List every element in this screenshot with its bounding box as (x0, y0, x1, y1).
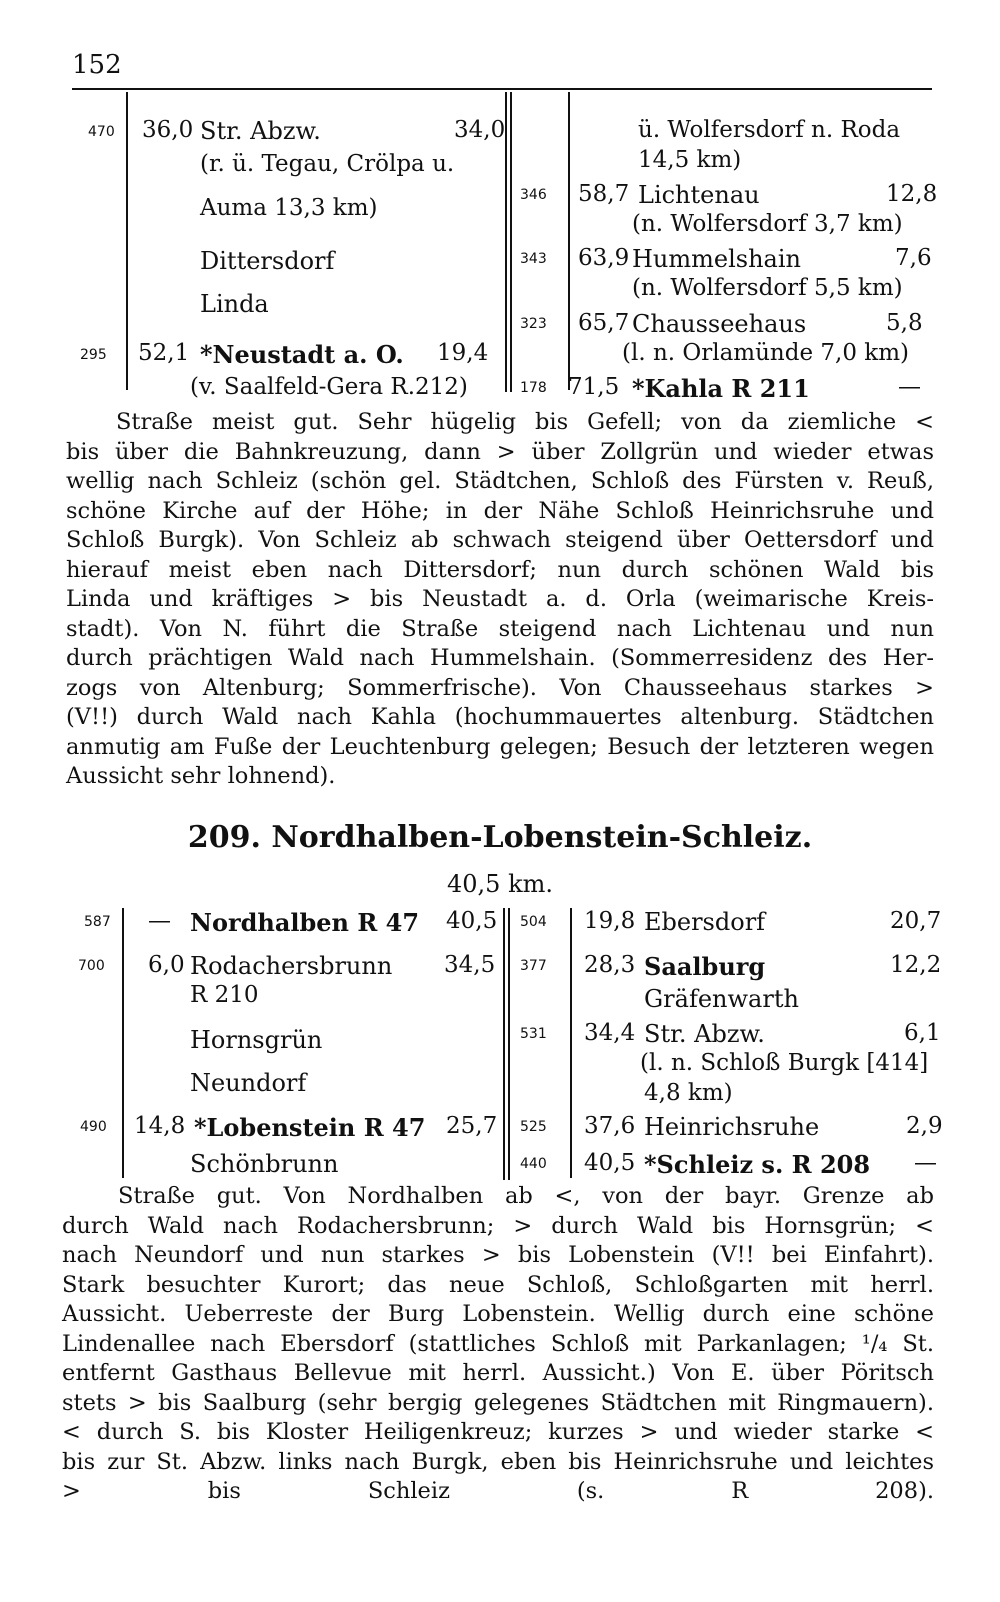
km-from-start: 58,7 (578, 181, 630, 207)
page-number: 152 (72, 50, 122, 80)
place-name: Neundorf (190, 1069, 307, 1097)
km-remaining: 40,5 (446, 908, 498, 934)
km-from-start: 6,0 (148, 952, 185, 978)
km-from-start: 36,0 (142, 117, 194, 143)
altitude: 377 (520, 958, 547, 974)
route-description (66, 408, 934, 792)
text-line: stadt). Von N. führt die Straße steigend nach Lichtenau und nun (66, 615, 934, 642)
km-from-start: 34,4 (584, 1020, 636, 1046)
altitude: 504 (520, 914, 547, 930)
place-name: Chausseehaus (632, 310, 807, 338)
place-name: Dittersdorf (200, 247, 335, 275)
text-line: Schloß Burgk). Von Schleiz ab schwach steigend über Oettersdorf und (66, 527, 934, 553)
km-remaining: 5,8 (886, 310, 923, 336)
place-note: (r. ü. Tegau, Crölpa u. (200, 151, 455, 177)
text-line: Aussicht. Ueberreste der Burg Lobenstein. Wellig durch eine schöne (62, 1301, 934, 1327)
text-line: Lindenallee nach Ebersdorf (stattliches Schloß mit Parkanlagen; ¹/₄ St. (62, 1330, 934, 1357)
altitude: 525 (520, 1119, 547, 1135)
km-remaining: 25,7 (446, 1113, 498, 1139)
column-rule (510, 92, 512, 392)
text-line: Linda und kräftiges > bis Neustadt a. d. Orla (weimarische Kreis- (66, 586, 934, 612)
altitude: 470 (88, 124, 115, 140)
place-note: (l. n. Schloß Burgk [414] (640, 1050, 929, 1076)
place-name: Lichtenau (638, 181, 760, 209)
text-line: nach Neundorf und nun starkes > bis Lobenstein (V!! bei Einfahrt). (62, 1242, 934, 1268)
place-name: Schönbrunn (190, 1150, 339, 1178)
text-line: Aussicht sehr lohnend). (66, 763, 336, 789)
km-remaining: 34,0 (454, 117, 506, 143)
altitude: 295 (80, 347, 107, 363)
km-remaining: — (914, 1150, 937, 1176)
altitude: 440 (520, 1156, 547, 1172)
text-line: bis zur St. Abzw. links nach Burgk, eben bis Heinrichsruhe und leichtes (62, 1448, 934, 1475)
text-line: wellig nach Schleiz (schön gel. Städtchen, Schloß des Fürsten v. Reuß, (66, 468, 934, 494)
place-name: *Kahla R 211 (632, 374, 810, 403)
km-from-start: 71,5 (568, 374, 620, 400)
place-name: Saalburg (644, 952, 766, 981)
place-note: Auma 13,3 km) (200, 195, 378, 221)
place-note: 14,5 km) (638, 147, 742, 173)
column-rule (508, 908, 510, 1180)
km-from-start: 28,3 (584, 952, 636, 978)
place-name: Str. Abzw. (200, 117, 321, 145)
text-line: (V!!) durch Wald nach Kahla (hochummauertes altenburg. Städtchen (66, 704, 934, 730)
km-from-start: 14,8 (134, 1113, 186, 1139)
place-name: Hummelshain (632, 245, 801, 273)
text-line: < durch S. bis Kloster Heiligenkreuz; kurzes > und wieder starke < (62, 1419, 934, 1445)
km-from-start: 52,1 (138, 340, 190, 366)
km-from-start: — (148, 908, 171, 934)
km-remaining: 2,9 (906, 1113, 943, 1139)
km-remaining: — (898, 374, 921, 400)
altitude: 531 (520, 1026, 547, 1042)
km-from-start: 63,9 (578, 245, 630, 271)
km-remaining: 12,8 (886, 181, 938, 207)
km-from-start: 65,7 (578, 310, 630, 336)
altitude: 346 (520, 187, 547, 203)
km-remaining: 12,2 (890, 952, 942, 978)
place-name: *Schleiz s. R 208 (644, 1150, 871, 1179)
place-note: (l. n. Orlamünde 7,0 km) (622, 340, 909, 366)
text-line: zogs von Altenburg; Sommerfrische). Von Chausseehaus starkes > (66, 674, 934, 701)
km-remaining: 6,1 (904, 1020, 941, 1046)
text-line: hierauf meist eben nach Dittersdorf; nun durch schönen Wald bis (66, 556, 934, 583)
km-from-start: 40,5 (584, 1150, 636, 1176)
route-length: 40,5 km. (447, 870, 553, 898)
place-name: Ebersdorf (644, 908, 766, 936)
text-line: anmutig am Fuße der Leuchtenburg gelegen; Besuch der letzteren wegen (66, 733, 934, 760)
route-number: 209. (187, 820, 261, 855)
place-name: *Neustadt a. O. (200, 340, 404, 369)
column-rule (505, 92, 507, 392)
place-name: Str. Abzw. (644, 1020, 765, 1048)
text-line: bis über die Bahnkreuzung, dann > über Zollgrün und wieder etwas (66, 438, 934, 465)
text-line: stets > bis Saalburg (sehr bergig gelegenes Städtchen mit Ringmauern). (62, 1389, 934, 1416)
text-line: Straße gut. Von Nordhalben ab <, von der bayr. Grenze ab (118, 1183, 934, 1209)
header-rule (72, 88, 932, 90)
column-rule (122, 908, 124, 1178)
km-remaining: 7,6 (895, 245, 932, 271)
km-remaining: 34,5 (444, 952, 496, 978)
altitude: 700 (78, 958, 105, 974)
place-name: Linda (200, 290, 269, 318)
column-rule (568, 92, 570, 390)
place-note: (n. Wolfersdorf 3,7 km) (632, 211, 903, 237)
column-rule (570, 908, 572, 1178)
place-note: 4,8 km) (644, 1080, 733, 1106)
km-remaining: 19,4 (437, 340, 489, 366)
place-name: Heinrichsruhe (644, 1113, 820, 1141)
altitude: 587 (84, 914, 111, 930)
place-name: Hornsgrün (190, 1026, 323, 1054)
place-name: *Lobenstein R 47 (194, 1113, 426, 1142)
column-rule (503, 908, 505, 1180)
route-description (62, 1182, 934, 1507)
place-name: Rodachersbrunn (190, 952, 393, 980)
place-note: R 210 (190, 982, 259, 1008)
text-line: Straße meist gut. Sehr hügelig bis Gefell; von da ziemliche < (116, 409, 934, 435)
km-from-start: 37,6 (584, 1113, 636, 1139)
altitude: 343 (520, 251, 547, 267)
route-heading (0, 820, 1000, 855)
altitude: 490 (80, 1119, 107, 1135)
text-line: durch prächtigen Wald nach Hummelshain. (Sommerresidenz des Her- (66, 645, 934, 671)
text-line: Stark besuchter Kurort; das neue Schloß, Schloßgarten mit herrl. (62, 1271, 934, 1298)
column-rule (126, 92, 128, 390)
route-title: Nordhalben-Lobenstein-Schleiz. (271, 820, 813, 855)
text-line: durch Wald nach Rodachersbrunn; > durch Wald bis Hornsgrün; < (62, 1212, 934, 1239)
place-name: Nordhalben R 47 (190, 908, 420, 937)
text-line: entfernt Gasthaus Bellevue mit herrl. Aussicht.) Von E. über Pöritsch (62, 1360, 934, 1386)
km-remaining: 20,7 (890, 908, 942, 934)
altitude: 323 (520, 316, 547, 332)
place-note: ü. Wolfersdorf n. Roda (638, 117, 901, 143)
text-line: > bis Schleiz (s. R 208). (62, 1478, 934, 1504)
altitude: 178 (520, 380, 547, 396)
place-note: (v. Saalfeld-Gera R.212) (190, 374, 468, 400)
text-line: schöne Kirche auf der Höhe; in der Nähe Schloß Heinrichsruhe und (66, 497, 934, 524)
place-note: (n. Wolfersdorf 5,5 km) (632, 275, 903, 301)
place-name: Gräfenwarth (644, 985, 799, 1013)
km-from-start: 19,8 (584, 908, 636, 934)
